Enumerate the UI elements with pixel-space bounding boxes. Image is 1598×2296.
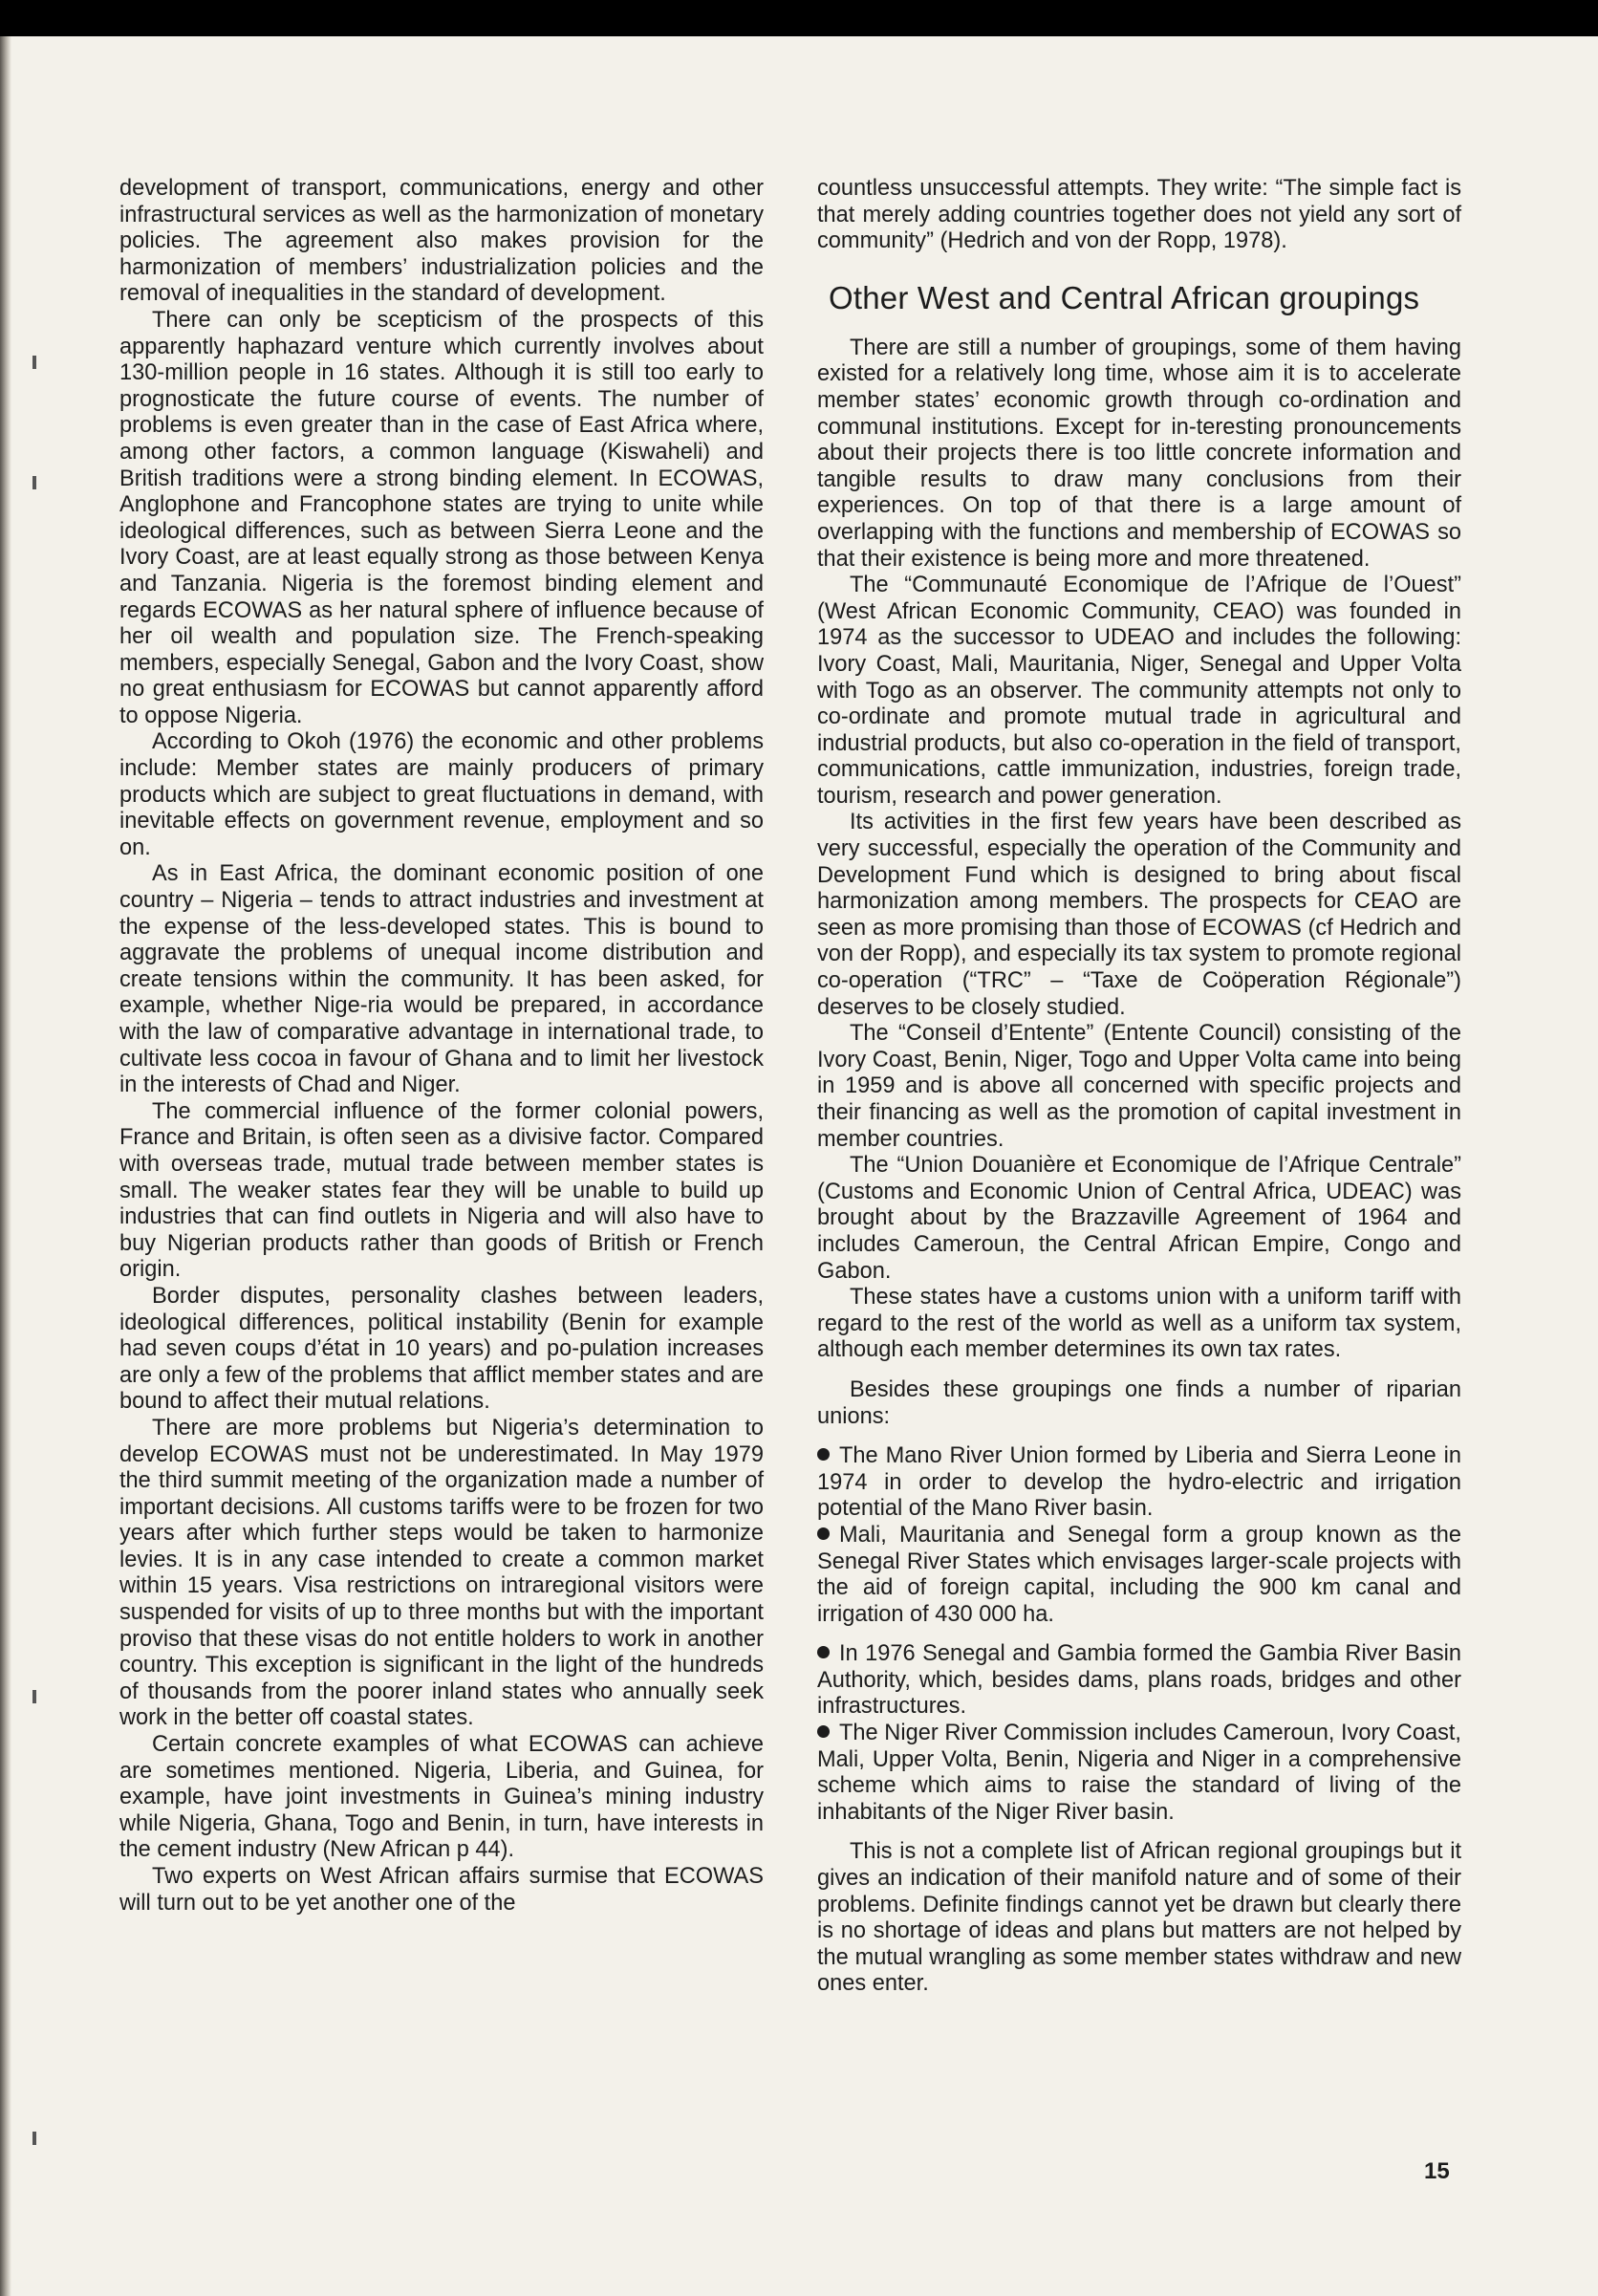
- list-item: [817, 1641, 1461, 1721]
- right-column: [817, 176, 1461, 1998]
- bullet-icon: [817, 1646, 830, 1658]
- paragraph: Certain concrete examples of what ECOWAS can achieve are sometimes mentioned. Nigeria, Liberia, and Guinea, for example, have joint investments in Guinea’s mining industry while Nigeria, Ghana, Togo and Benin, in turn, have interests in the cement industry (New African p 44).: [119, 1732, 764, 1863]
- margin-mark: [32, 356, 36, 369]
- margin-mark: [32, 1690, 36, 1703]
- paragraph: This is not a complete list of African regional groupings but it gives an indication of their manifold nature and of some of their problems. Definite findings cannot yet be drawn but clearly there is no shortage of ideas and plans but matters are not helped by the mutual wrangling as some member states withdraw and new ones enter.: [817, 1839, 1461, 1997]
- document-page: [0, 36, 1598, 2296]
- list-item-text: The Niger River Commission includes Cameroun, Ivory Coast, Mali, Upper Volta, Benin, Nigeria and Niger in a comprehensive scheme which aims to raise the standard of living of the inhabitants of the Niger River basin.: [817, 1721, 1461, 1825]
- paragraph: There are more problems but Nigeria’s determination to develop ECOWAS must not be underestimated. In May 1979 the third summit meeting of the organization made a number of important decisions. All customs tariffs were to be frozen for two years after which further steps would be taken to harmonize levies. It is in any case intended to create a common market within 15 years. Visa restrictions on intraregional visitors were suspended for visits of up to three months but with the important proviso that these visas do not entitle holders to work in another country. This exception is significant in the light of the hundreds of thousands from the poorer inland states who annually seek work in the better off coastal states.: [119, 1415, 764, 1731]
- bullet-icon: [817, 1725, 830, 1738]
- list-item: [817, 1721, 1461, 1826]
- paragraph: development of transport, communications, energy and other infrastructural services as well as the harmonization of monetary policies. The agreement also makes provision for the harmonization of members’ industrialization policies and the removal of inequalities in the standard of development.: [119, 176, 764, 307]
- paragraph: Its activities in the first few years have been described as very successful, especially the operation of the Community and Development Fund which is designed to bring about fiscal harmonization among members. The prospects for CEAO are seen as more promising than those of ECOWAS (cf Hedrich and von der Ropp), and especially its tax system to promote regional co-operation (“TRC” – “Taxe de Coöperation Régionale”) deserves to be closely studied.: [817, 810, 1461, 1020]
- paragraph: There can only be scepticism of the prospects of this apparently haphazard venture which currently involves about 130-million people in 16 states. Although it is still too early to prognosticate the future course of events. The number of problems is even greater than in the case of East Africa where, among other factors, a common language (Kiswaheli) and British traditions were a strong binding element. In ECOWAS, Anglophone and Francophone states are trying to unite while ideological differences, such as between Sierra Leone and the Ivory Coast, are at least equally strong as those between Kenya and Tanzania. Nigeria is the foremost binding element and regards ECOWAS as her natural sphere of influence because of her oil wealth and population size. The French-speaking members, especially Senegal, Gabon and the Ivory Coast, show no great enthusiasm for ECOWAS but cannot apparently afford to oppose Nigeria.: [119, 307, 764, 728]
- bullet-icon: [817, 1448, 830, 1461]
- paragraph: The “Communauté Economique de l’Afrique de l’Ouest” (West African Economic Community, CEAO) was founded in 1974 as the successor to UDEAO and includes the following: Ivory Coast, Mali, Mauritania, Niger, Senegal and Upper Volta with Togo as an observer. The community attempts not only to co-ordinate and promote mutual trade in agricultural and industrial products, but also co-operation in the field of transport, communications, cattle immunization, industries, foreign trade, tourism, research and power generation.: [817, 573, 1461, 809]
- paragraph: These states have a customs union with a uniform tariff with regard to the rest of the world as well as a uniform tax system, although each member determines its own tax rates.: [817, 1285, 1461, 1363]
- binding-shadow: [0, 36, 11, 2296]
- paragraph: Two experts on West African affairs surmise that ECOWAS will turn out to be yet another one of the: [119, 1864, 764, 1916]
- paragraph: The “Union Douanière et Economique de l’Afrique Centrale” (Customs and Economic Union of Central Africa, UDEAC) was brought about by the Brazzaville Agreement of 1964 and includes Cameroun, the Central African Empire, Congo and Gabon.: [817, 1153, 1461, 1284]
- paragraph: Border disputes, personality clashes between leaders, ideological differences, political instability (Benin for example had seven coups d’état in 10 years) and po-pulation increases are only a few of the problems that afflict member states and are bound to affect their mutual relations.: [119, 1283, 764, 1415]
- bullet-icon: [817, 1527, 830, 1540]
- margin-mark: [32, 2132, 36, 2145]
- paragraph: There are still a number of groupings, some of them having existed for a relatively long time, whose aim it is to accelerate member states’ economic growth through co-ordination and communal institutions. Except for in-teresting pronouncements about their projects there is too little concrete information and tangible results to draw many conclusions from their experiences. On top of that there is a large amount of overlapping with the functions and membership of ECOWAS so that their existence is being more and more threatened.: [817, 335, 1461, 572]
- paragraph: The “Conseil d’Entente” (Entente Council) consisting of the Ivory Coast, Benin, Niger, Togo and Upper Volta came into being in 1959 and is above all concerned with specific projects and their financing as well as the promotion of capital investment in member countries.: [817, 1021, 1461, 1152]
- list-item: [817, 1443, 1461, 1523]
- paragraph: Besides these groupings one finds a number of riparian unions:: [817, 1376, 1461, 1429]
- left-column: [119, 176, 764, 1917]
- paragraph: As in East Africa, the dominant economic position of one country – Nigeria – tends to attract industries and investment at the expense of the less-developed states. This is bound to aggravate the problems of unequal income distribution and create tensions within the community. It has been asked, for example, whether Nige-ria would be prepared, in accordance with the law of comparative advantage in international trade, to cultivate less cocoa in favour of Ghana and to limit her livestock in the interests of Chad and Niger.: [119, 861, 764, 1098]
- paragraph: The commercial influence of the former colonial powers, France and Britain, is often seen as a divisive factor. Compared with overseas trade, mutual trade between member states is small. The weaker states fear they will be unable to build up industries that can find outlets in Nigeria and will also have to buy Nigerian products rather than goods of British or French origin.: [119, 1098, 764, 1283]
- list-item: [817, 1523, 1461, 1628]
- paragraph: countless unsuccessful attempts. They write: “The simple fact is that merely adding countries together does not yield any sort of community” (Hedrich and von der Ropp, 1978).: [817, 176, 1461, 254]
- section-heading: Other West and Central African groupings: [829, 279, 1420, 315]
- list-item-text: The Mano River Union formed by Liberia and Sierra Leone in 1974 in order to develop the hydro-electric and irrigation potential of the Mano River basin.: [817, 1443, 1461, 1522]
- list-item-text: In 1976 Senegal and Gambia formed the Gambia River Basin Authority, which, besides dams, plans roads, bridges and other infrastructures.: [817, 1641, 1461, 1720]
- margin-mark: [32, 476, 36, 489]
- paragraph: According to Okoh (1976) the economic and other problems include: Member states are mainly producers of primary products which are subject to great fluctuations in demand, with inevitable effects on government revenue, employment and so on.: [119, 729, 764, 860]
- page-number: 15: [1424, 2158, 1450, 2184]
- list-item-text: Mali, Mauritania and Senegal form a group known as the Senegal River States which envisages larger-scale projects with the aid of foreign capital, including the 900 km canal and irrigation of 430 000 ha.: [817, 1522, 1461, 1627]
